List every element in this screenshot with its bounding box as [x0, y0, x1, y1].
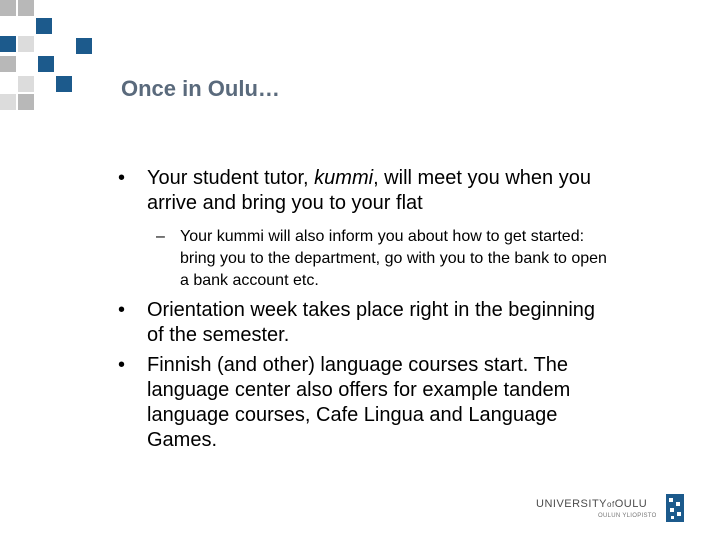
bullet-symbol: •: [118, 167, 126, 189]
logo-of: of: [607, 500, 615, 509]
decor-square: [0, 0, 16, 16]
bullet-text: Your student tutor,: [147, 167, 315, 189]
bullet-item: [118, 353, 608, 453]
decor-square: [18, 76, 34, 92]
logo-city: OULU: [614, 498, 648, 510]
slide-title: Once in Oulu…: [121, 76, 280, 101]
decor-square: [38, 56, 54, 72]
decor-square: [76, 38, 92, 54]
university-logo: [536, 492, 688, 524]
bullet-text: Finnish (and other) language courses start. The language center also offers for example tandem language courses, Cafe Lingua and Language Games.: [147, 354, 571, 451]
bullet-text: Orientation week takes place right in the beginning of the semester.: [147, 299, 596, 346]
bullet-text-italic: kummi: [314, 167, 374, 189]
logo-university: UNIVERSITY: [536, 498, 608, 510]
decor-square: [0, 56, 16, 72]
decor-square: [18, 0, 34, 16]
logo-subtitle: OULUN YLIOPISTO: [598, 513, 657, 519]
bullet-symbol: •: [118, 354, 126, 376]
university-seal-icon: [666, 492, 686, 524]
decor-square: [18, 94, 34, 110]
decor-square: [56, 76, 72, 92]
bullet-symbol: •: [118, 299, 126, 321]
bullet-item: [118, 298, 608, 348]
bullet-text: , will meet you when you arrive and bring you to your flat: [147, 167, 591, 214]
decor-square: [36, 18, 52, 34]
sub-bullet-text: Your kummi will also inform you about how to get started: bring you to the department, go with you to the bank to open a bank account etc.: [180, 228, 607, 289]
bullet-item: [118, 166, 608, 216]
logo-wordmark: [536, 498, 647, 510]
sub-bullet-item: [118, 226, 608, 292]
decor-square: [0, 94, 16, 110]
decor-square: [18, 36, 34, 52]
decor-square: [0, 36, 16, 52]
sub-bullet-symbol: –: [156, 228, 165, 245]
slide-body: [118, 166, 608, 465]
